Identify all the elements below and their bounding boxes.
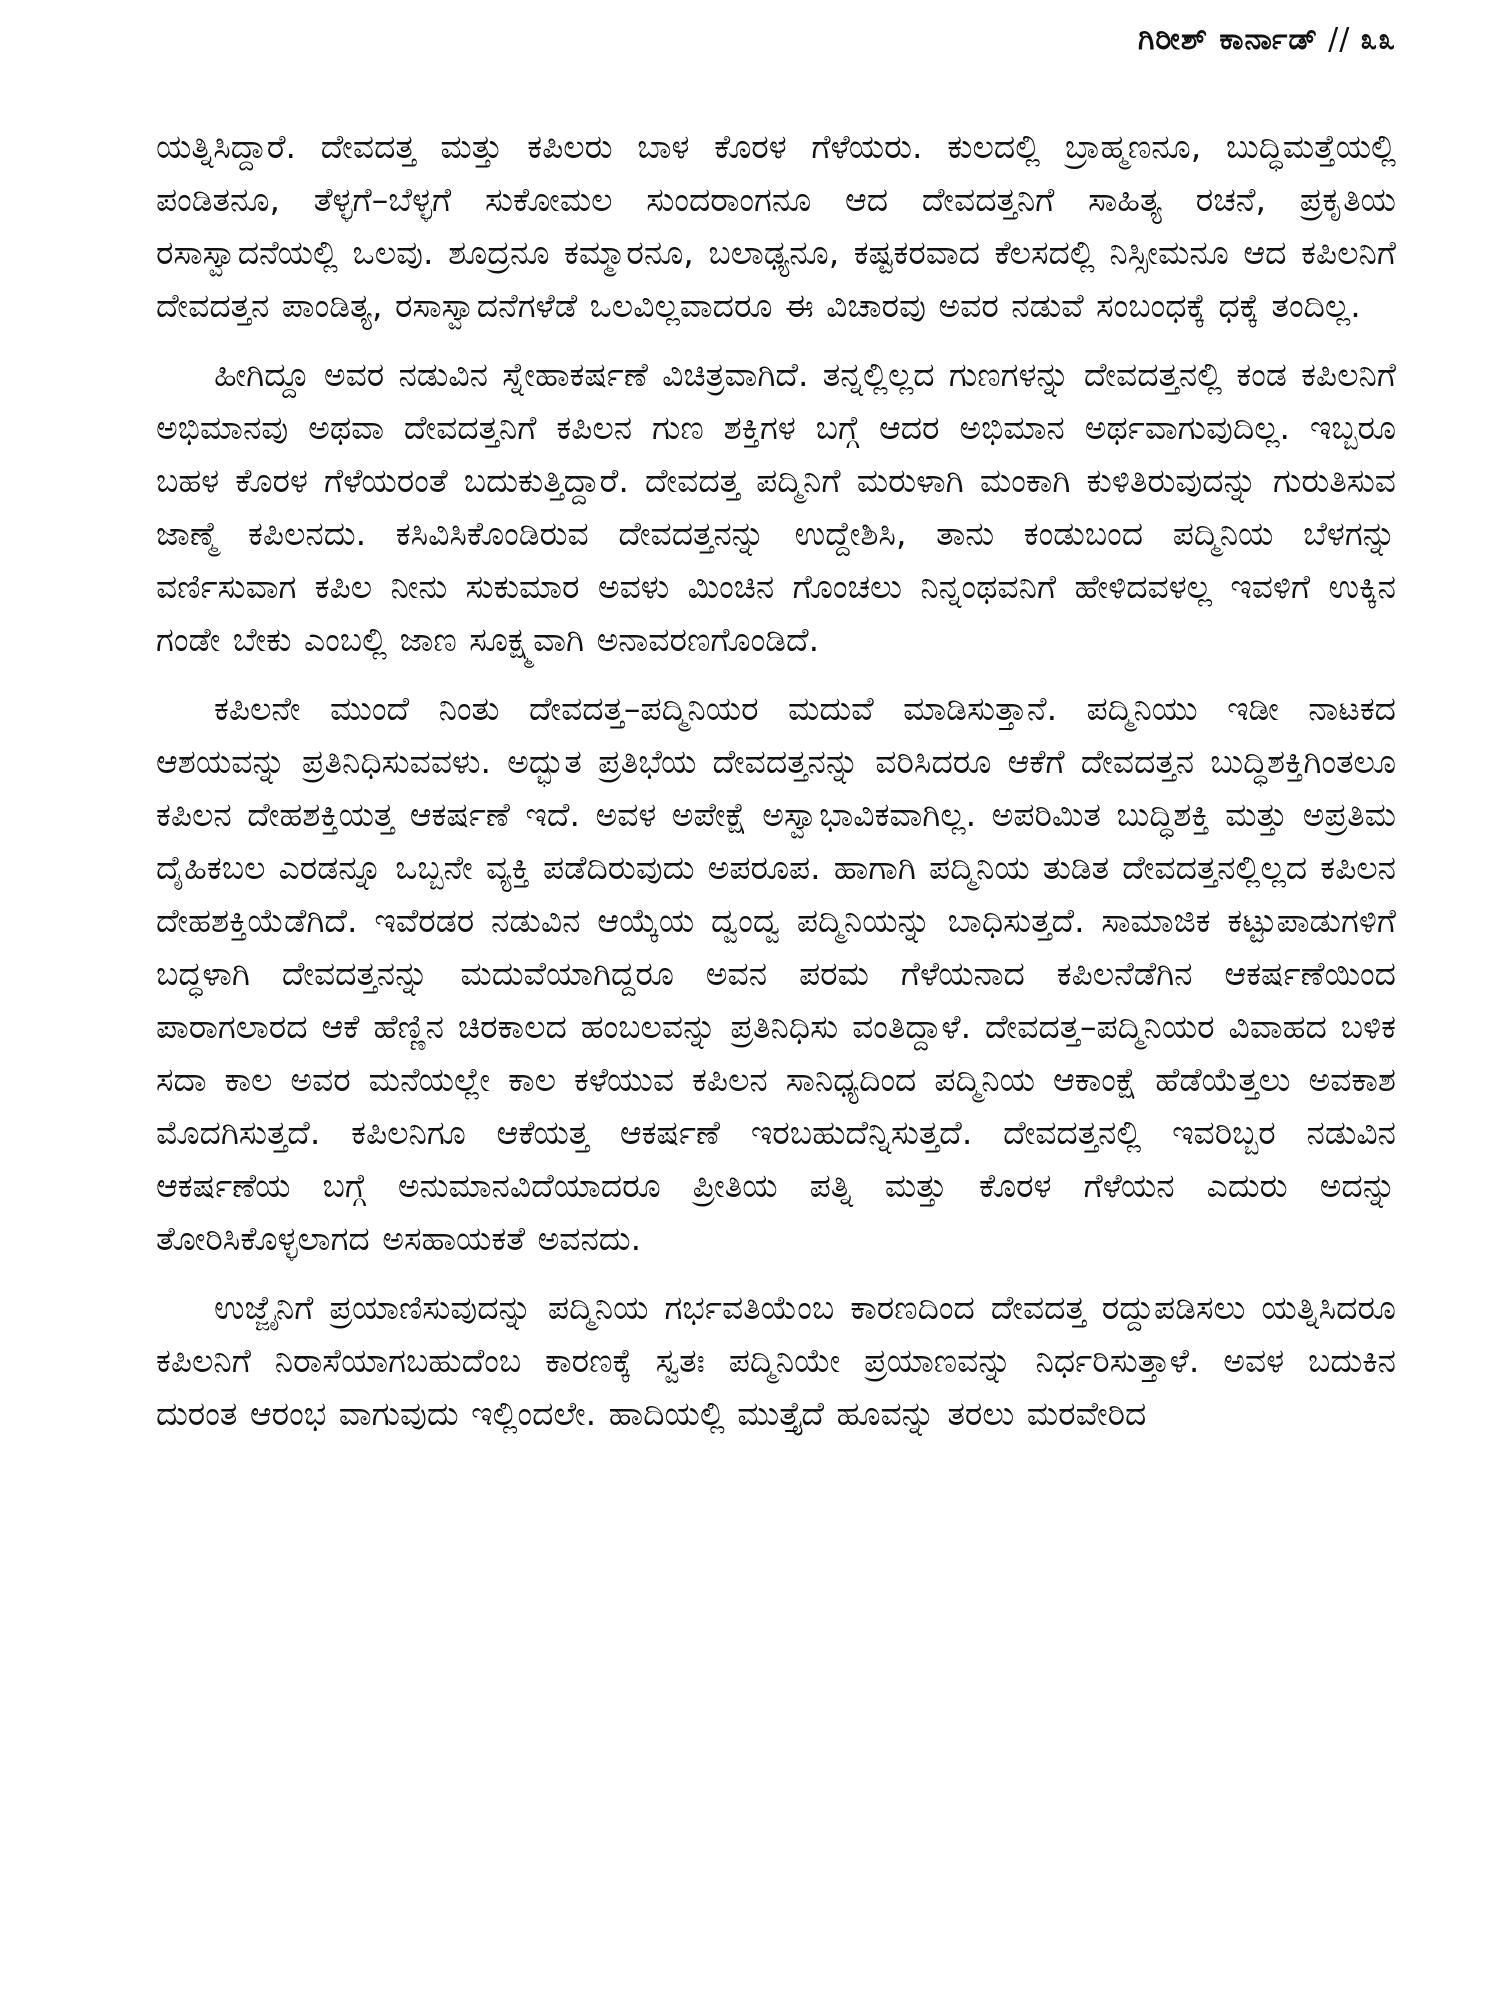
running-header <box>1138 22 1396 57</box>
header-separator: // <box>1328 22 1351 57</box>
body-text <box>156 120 1396 1456</box>
paragraph: ಯತ್ನಿಸಿದ್ದಾರೆ. ದೇವದತ್ತ ಮತ್ತು ಕಪಿಲರು ಬಾಳ ಕೊರಳ ಗೆಳೆಯರು. ಕುಲದಲ್ಲಿ ಬ್ರಾಹ್ಮಣನೂ, ಬುದ್ಧಿಮತ್ತೆಯಲ್ಲಿ ಪಂಡಿತನೂ, ತೆಳ್ಳಗೆ–ಬೆಳ್ಳಗೆ ಸುಕೋಮಲ ಸುಂದರಾಂಗನೂ ಆದ ದೇವದತ್ತನಿಗೆ ಸಾಹಿತ್ಯ ರಚನೆ, ಪ್ರಕೃತಿಯ ರಸಾಸ್ವಾದನೆಯಲ್ಲಿ ಒಲವು. ಶೂದ್ರನೂ ಕಮ್ಮಾರನೂ, ಬಲಾಢ್ಯನೂ, ಕಷ್ಟಕರವಾದ ಕೆಲಸದಲ್ಲಿ ನಿಸ್ಸೀಮನೂ ಆದ ಕಪಿಲನಿಗೆ ದೇವದತ್ತನ ಪಾಂಡಿತ್ಯ, ರಸಾಸ್ವಾದನೆಗಳೆಡೆ ಒಲವಿಲ್ಲವಾದರೂ ಈ ವಿಚಾರವು ಅವರ ನಡುವೆ ಸಂಬಂಧಕ್ಕೆ ಧಕ್ಕೆ ತಂದಿಲ್ಲ. <box>156 127 1396 325</box>
paragraph: ಹೀಗಿದ್ದೂ ಅವರ ನಡುವಿನ ಸ್ನೇಹಾಕರ್ಷಣೆ ವಿಚಿತ್ರವಾಗಿದೆ. ತನ್ನಲ್ಲಿಲ್ಲದ ಗುಣಗಳನ್ನು ದೇವದತ್ತನಲ್ಲಿ ಕಂಡ ಕಪಿಲನಿಗೆ ಅಭಿಮಾನವು ಅಥವಾ ದೇವದತ್ತನಿಗೆ ಕಪಿಲನ ಗುಣ ಶಕ್ತಿಗಳ ಬಗ್ಗೆ ಆದರ ಅಭಿಮಾನ ಅರ್ಥವಾಗುವುದಿಲ್ಲ. ಇಬ್ಬರೂ ಬಹಳ ಕೊರಳ ಗೆಳೆಯರಂತೆ ಬದುಕುತ್ತಿದ್ದಾರೆ. ದೇವದತ್ತ ಪದ್ಮಿನಿಗೆ ಮರುಳಾಗಿ ಮಂಕಾಗಿ ಕುಳಿತಿರುವುದನ್ನು ಗುರುತಿಸುವ ಜಾಣ್ಮೆ ಕಪಿಲನದು. ಕಸಿವಿಸಿಕೊಂಡಿರುವ ದೇವದತ್ತನನ್ನು ಉದ್ದೇಶಿಸಿ, ತಾನು ಕಂಡುಬಂದ ಪದ್ಮಿನಿಯ ಬೆಳಗನ್ನು ವರ್ಣಿಸುವಾಗ ಕಪಿಲ ನೀನು ಸುಕುಮಾರ ಅವಳು ಮಿಂಚಿನ ಗೊಂಚಲು ನಿನ್ನಂಥವನಿಗೆ ಹೇಳಿದವಳಲ್ಲ ಇವಳಿಗೆ ಉಕ್ಕಿನ ಗಂಡೇ ಬೇಕು ಎಂಬಲ್ಲಿ ಜಾಣ ಸೂಕ್ಷ್ಮವಾಗಿ ಅನಾವರಣಗೊಂಡಿದೆ. <box>156 355 1396 659</box>
paragraph: ಉಜ್ಜೈನಿಗೆ ಪ್ರಯಾಣಿಸುವುದನ್ನು ಪದ್ಮಿನಿಯ ಗರ್ಭವತಿಯೆಂಬ ಕಾರಣದಿಂದ ದೇವದತ್ತ ರದ್ದುಪಡಿಸಲು ಯತ್ನಿಸಿದರೂ ಕಪಿಲನಿಗೆ ನಿರಾಸೆಯಾಗಬಹುದೆಂಬ ಕಾರಣಕ್ಕೆ ಸ್ವತಃ ಪದ್ಮಿನಿಯೇ ಪ್ರಯಾಣವನ್ನು ನಿರ್ಧರಿಸುತ್ತಾಳೆ. ಅವಳ ಬದುಕಿನ ದುರಂತ ಆರಂಭ ವಾಗುವುದು ಇಲ್ಲಿಂದಲೇ. ಹಾದಿಯಲ್ಲಿ ಮುತ್ತೈದೆ ಹೂವನ್ನು ತರಲು ಮರವೇರಿದ <box>156 1288 1396 1433</box>
page-number: ೩೩ <box>1360 22 1396 57</box>
header-author: ಗಿರೀಶ್ ಕಾರ್ನಾಡ್ <box>1137 22 1319 57</box>
paragraph: ಕಪಿಲನೇ ಮುಂದೆ ನಿಂತು ದೇವದತ್ತ–ಪದ್ಮಿನಿಯರ ಮದುವೆ ಮಾಡಿಸುತ್ತಾನೆ. ಪದ್ಮಿನಿಯು ಇಡೀ ನಾಟಕದ ಆಶಯವನ್ನು ಪ್ರತಿನಿಧಿಸುವವಳು. ಅದ್ಭುತ ಪ್ರತಿಭೆಯ ದೇವದತ್ತನನ್ನು ವರಿಸಿದರೂ ಆಕೆಗೆ ದೇವದತ್ತನ ಬುದ್ಧಿಶಕ್ತಿಗಿಂತಲೂ ಕಪಿಲನ ದೇಹಶಕ್ತಿಯತ್ತ ಆಕರ್ಷಣೆ ಇದೆ. ಅವಳ ಅಪೇಕ್ಷೆ ಅಸ್ವಾಭಾವಿಕವಾಗಿಲ್ಲ. ಅಪರಿಮಿತ ಬುದ್ಧಿಶಕ್ತಿ ಮತ್ತು ಅಪ್ರತಿಮ ದೈಹಿಕಬಲ ಎರಡನ್ನೂ ಒಬ್ಬನೇ ವ್ಯಕ್ತಿ ಪಡೆದಿರುವುದು ಅಪರೂಪ. ಹಾಗಾಗಿ ಪದ್ಮಿನಿಯ ತುಡಿತ ದೇವದತ್ತನಲ್ಲಿಲ್ಲದ ಕಪಿಲನ ದೇಹಶಕ್ತಿಯೆಡೆಗಿದೆ. ಇವೆರಡರ ನಡುವಿನ ಆಯ್ಕೆಯ ದ್ವಂದ್ವ ಪದ್ಮಿನಿಯನ್ನು ಬಾಧಿಸುತ್ತದೆ. ಸಾಮಾಜಿಕ ಕಟ್ಟುಪಾಡುಗಳಿಗೆ ಬದ್ಧಳಾಗಿ ದೇವದತ್ತನನ್ನು ಮದುವೆಯಾಗಿದ್ದರೂ ಅವನ ಪರಮ ಗೆಳೆಯನಾದ ಕಪಿಲನೆಡೆಗಿನ ಆಕರ್ಷಣೆಯಿಂದ ಪಾರಾಗಲಾರದ ಆಕೆ ಹೆಣ್ಣಿನ ಚಿರಕಾಲದ ಹಂಬಲವನ್ನು ಪ್ರತಿನಿಧಿಸು ವಂತಿದ್ದಾಳೆ. ದೇವದತ್ತ–ಪದ್ಮಿನಿಯರ ವಿವಾಹದ ಬಳಿಕ ಸದಾ ಕಾಲ ಅವರ ಮನೆಯಲ್ಲೇ ಕಾಲ ಕಳೆಯುವ ಕಪಿಲನ ಸಾನಿಧ್ಯದಿಂದ ಪದ್ಮಿನಿಯ ಆಕಾಂಕ್ಷೆ ಹೆಡೆಯೆತ್ತಲು ಅವಕಾಶ ಮೊದಗಿಸುತ್ತದೆ. ಕಪಿಲನಿಗೂ ಆಕೆಯತ್ತ ಆಕರ್ಷಣೆ ಇರಬಹುದೆನ್ನಿಸುತ್ತದೆ. ದೇವದತ್ತನಲ್ಲಿ ಇವರಿಬ್ಬರ ನಡುವಿನ ಆಕರ್ಷಣೆಯ ಬಗ್ಗೆ ಅನುಮಾನವಿದೆಯಾದರೂ ಪ್ರೀತಿಯ ಪತ್ನಿ ಮತ್ತು ಕೊರಳ ಗೆಳೆಯನ ಎದುರು ಅದನ್ನು ತೋರಿಸಿಕೊಳ್ಳಲಾಗದ ಅಸಹಾಯಕತೆ ಅವನದು. <box>156 689 1396 1258</box>
